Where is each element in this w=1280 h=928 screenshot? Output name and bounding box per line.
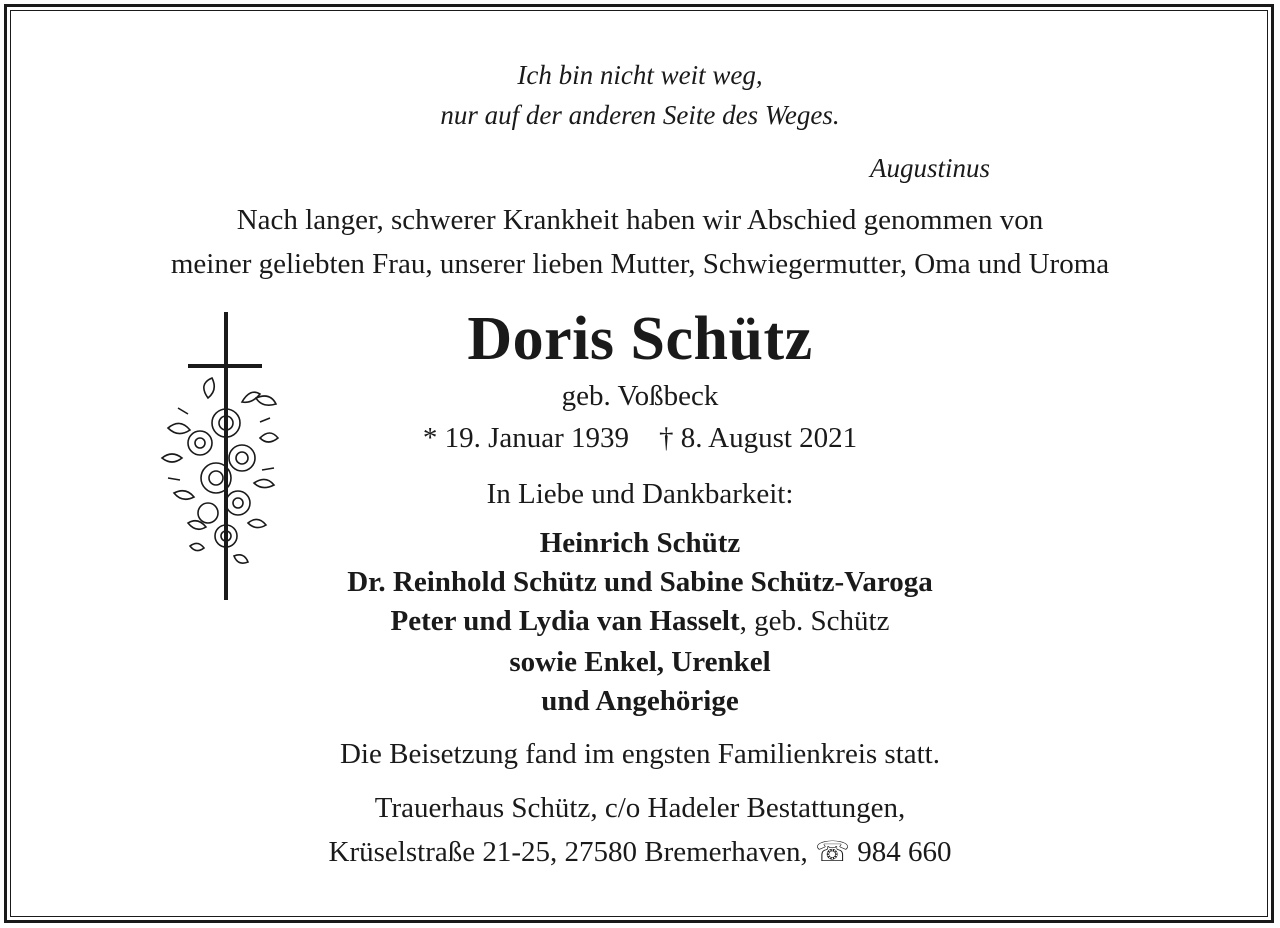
motto-author: Augustinus: [869, 153, 990, 183]
deceased-name: Doris Schütz: [467, 305, 813, 373]
motto-line-1: Ich bin nicht weit weg,: [517, 60, 763, 90]
mourner-line-5: und Angehörige: [541, 685, 739, 717]
telephone-icon: ☏: [814, 837, 850, 868]
mourner-line-4: sowie Enkel, Urenkel: [509, 646, 771, 678]
birth-date: * 19. Januar 1939: [422, 422, 629, 454]
contact-phone: 984 660: [857, 836, 952, 868]
death-date: † 8. August 2021: [659, 422, 858, 454]
contact-address: Krüselstraße 21-25, 27580 Bremerhaven,: [328, 836, 815, 868]
life-dates: [0, 420, 1280, 456]
mourner-line-1: Heinrich Schütz: [539, 527, 741, 559]
contact-line-2: [0, 834, 1280, 871]
intro-line-1: Nach langer, schwerer Krankheit haben wir Abschied genommen von: [236, 204, 1044, 236]
mourner-line-2: Dr. Reinhold Schütz und Sabine Schütz-Varoga: [347, 566, 933, 598]
funeral-note: Die Beisetzung fand im engsten Familienkreis statt.: [339, 738, 940, 770]
intro-line-2: meiner geliebten Frau, unserer lieben Mutter, Schwiegermutter, Oma und Uroma: [170, 248, 1110, 280]
mourner-line-3: [0, 603, 1280, 639]
contact-line-1: Trauerhaus Schütz, c/o Hadeler Bestattungen,: [374, 792, 906, 824]
mourner-line-3-names: Peter und Lydia van Hasselt: [390, 605, 740, 637]
birth-name: geb. Voßbeck: [561, 380, 719, 412]
mourners-heading: In Liebe und Dankbarkeit:: [486, 478, 794, 510]
mourner-line-3-note: , geb. Schütz: [739, 605, 890, 637]
motto-line-2: nur auf der anderen Seite des Weges.: [440, 100, 840, 130]
